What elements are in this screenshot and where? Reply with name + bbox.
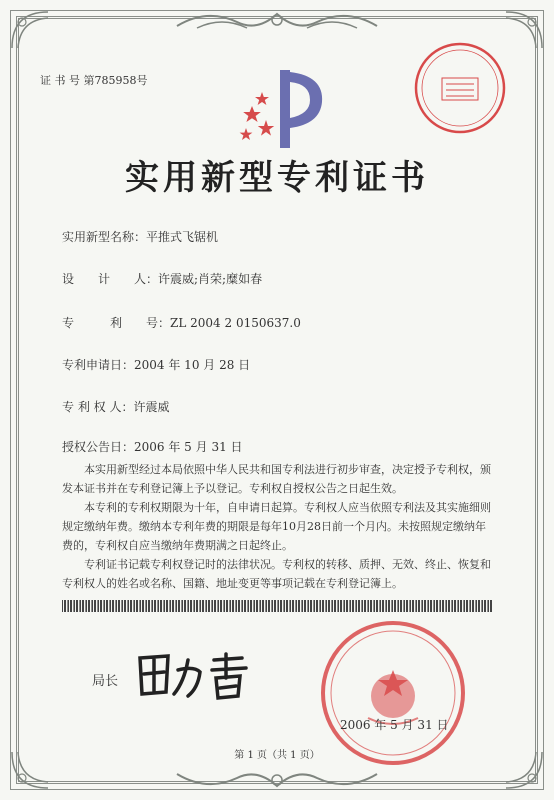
body-paragraph: 本专利的专利权期限为十年，自申请日起算。专利权人应当依照专利法及其实施细则规定缴纳年费。缴纳本专利年费的期限是每年10月28日前一个月内。未按照规定缴纳年费的，专利权自应当缴纳年费期满之日起终止。 [62,501,491,552]
field-label: 专 利 号： [62,316,171,330]
field-value: ZL 2004 2 0150637.0 [170,316,301,330]
field-application-date [62,356,250,373]
field-label: 授权公告日： [62,440,135,454]
field-value: 许震威 [133,400,170,414]
certificate-number: 证 书 号 第785958号 [40,74,148,87]
field-value: 平推式飞锯机 [146,230,219,244]
field-label: 专利申请日： [62,358,135,372]
corner-ornament-icon [8,8,54,54]
field-label: 专 利 权 人： [62,400,134,414]
field-label: 设 计 人： [62,272,159,286]
patent-office-logo-icon [232,62,332,152]
agency-seal-icon [412,40,508,136]
field-patent-number [62,314,301,331]
body-paragraph: 专利证书记载专利权登记时的法律状况。专利权的转移、质押、无效、终止、恢复和专利权人的姓名或名称、国籍、地址变更等事项记载在专利登记簿上。 [62,558,491,590]
field-grant-date [62,438,243,455]
bottom-ornament-icon [167,764,387,794]
field-value: 2006 年 5 月 31 日 [134,440,243,454]
page-number: 第 1 页（共 1 页） [234,750,320,761]
field-label: 实用新型名称： [62,230,147,244]
director-label: 局长 [92,674,119,689]
top-ornament-icon [167,6,387,36]
field-utility-model-name [62,228,218,245]
field-designers [62,270,262,287]
body-paragraph: 本实用新型经过本局依照中华人民共和国专利法进行初步审查，决定授予专利权，颁发本证书并在专利登记簿上予以登记。专利权自授权公告之日起生效。 [62,463,491,495]
field-value: 许震威;肖荣;糜如春 [158,272,263,286]
certificate-body [62,460,492,593]
field-value: 2004 年 10 月 28 日 [134,358,251,372]
director-signature-icon [134,648,254,704]
certificate-title: 实用新型专利证书 [125,158,429,198]
seal-date: 2006 年 5 月 31 日 [340,718,449,732]
barcode-icon [62,600,492,612]
field-patentee [62,398,169,415]
